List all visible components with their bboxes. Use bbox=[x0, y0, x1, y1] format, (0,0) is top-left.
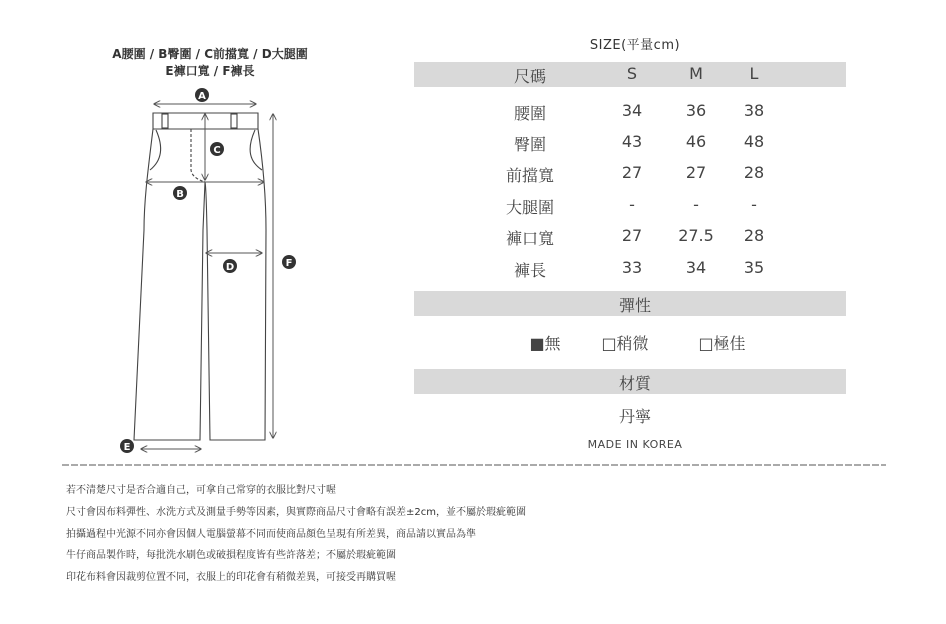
value-m: 27.5 bbox=[678, 226, 714, 245]
marker-d: D bbox=[225, 262, 235, 273]
row-label: 大腿圍 bbox=[505, 198, 554, 217]
marker-f: F bbox=[285, 258, 293, 269]
value-l: 28 bbox=[743, 226, 765, 245]
elasticity-option-none: ■無 bbox=[529, 334, 561, 353]
note-3: 拍攝過程中光源不同亦會因個人電腦螢幕不同而使商品顏色呈現有所差異，商品請以實品為準 bbox=[66, 529, 476, 540]
value-m: - bbox=[693, 195, 699, 214]
value-s: - bbox=[629, 195, 635, 214]
marker-b: B bbox=[176, 189, 184, 200]
elasticity-title: 彈性 bbox=[618, 296, 651, 315]
value-l: 38 bbox=[743, 101, 765, 120]
note-1: 若不清楚尺寸是否合適自己，可拿自己常穿的衣服比對尺寸喔 bbox=[66, 485, 336, 496]
value-l: 48 bbox=[743, 132, 765, 151]
elasticity-option-slight: □稍微 bbox=[601, 334, 649, 353]
header-size-label: 尺碼 bbox=[513, 67, 546, 86]
origin-label: MADE IN KOREA bbox=[587, 438, 683, 451]
header-size-m: M bbox=[689, 64, 703, 83]
row-label: 腰圍 bbox=[513, 104, 546, 123]
value-s: 33 bbox=[621, 258, 643, 277]
elasticity-option-excellent: □極佳 bbox=[698, 334, 746, 353]
marker-c: C bbox=[213, 145, 221, 156]
marker-a: A bbox=[198, 91, 206, 102]
material-title: 材質 bbox=[618, 374, 651, 393]
value-m: 34 bbox=[685, 258, 707, 277]
legend-line-1: A腰圍 / B臀圍 / C前擋寬 / D大腿圍 bbox=[112, 47, 308, 61]
pants-outline bbox=[134, 113, 266, 440]
marker-e: E bbox=[123, 442, 131, 453]
value-s: 27 bbox=[621, 226, 643, 245]
header-size-s: S bbox=[626, 64, 638, 83]
header-size-l: L bbox=[749, 64, 759, 83]
value-s: 27 bbox=[621, 163, 643, 182]
value-l: 35 bbox=[743, 258, 765, 277]
note-5: 印花布料會因裁剪位置不同，衣服上的印花會有稍微差異，可接受再購買喔 bbox=[66, 572, 396, 583]
row-label: 褲長 bbox=[513, 261, 546, 280]
row-label: 前擋寬 bbox=[505, 166, 554, 185]
row-label: 臀圍 bbox=[513, 135, 546, 154]
value-m: 27 bbox=[685, 163, 707, 182]
value-m: 46 bbox=[685, 132, 707, 151]
value-l: - bbox=[751, 195, 757, 214]
material-value: 丹寧 bbox=[618, 407, 651, 426]
value-s: 43 bbox=[621, 132, 643, 151]
value-s: 34 bbox=[621, 101, 643, 120]
value-m: 36 bbox=[685, 101, 707, 120]
note-2: 尺寸會因布料彈性、水洗方式及測量手勢等因素，與實際商品尺寸會略有誤差±2cm，並不屬於瑕疵範圍 bbox=[66, 507, 526, 518]
size-table-title: SIZE(平量cm) bbox=[589, 38, 681, 53]
legend-line-2: E褲口寬 / F褲長 bbox=[165, 64, 255, 78]
value-l: 28 bbox=[743, 163, 765, 182]
note-4: 牛仔商品製作時，每批洗水刷色或破損程度皆有些許落差；不屬於瑕疵範圍 bbox=[66, 550, 396, 561]
row-label: 褲口寬 bbox=[505, 229, 554, 248]
